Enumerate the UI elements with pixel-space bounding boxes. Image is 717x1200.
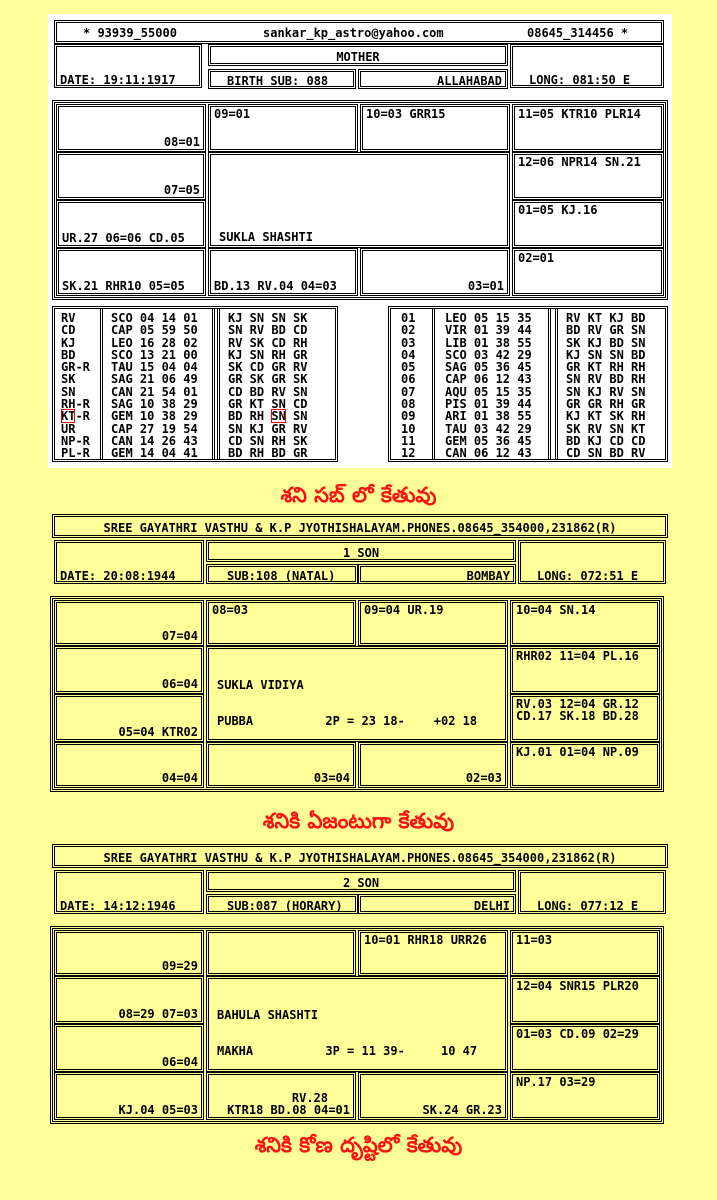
cusp-number-9: 09 [401, 409, 416, 424]
cusp-lords-11: BD KJ CD CD [566, 433, 646, 448]
planets-table [52, 306, 338, 462]
phone-right: 08645_314456 * [527, 26, 629, 40]
planet-lords-8: GR KT SN CD [228, 397, 308, 412]
house-text: 09=01 [214, 107, 251, 121]
house-r2c4 [510, 646, 660, 694]
house-r4c1 [56, 248, 206, 296]
cusp-lords-2: BD RV GR SN [566, 323, 646, 338]
house-text: 08=03 [212, 603, 249, 617]
cusp-number-3: 03 [401, 335, 416, 350]
sub-box [206, 894, 358, 914]
caption-1: శని సబ్ లో కేతువు [280, 483, 437, 507]
planet-position-12: GEM 14 04 41 [111, 446, 198, 461]
house-r3c1 [56, 200, 206, 248]
date-label: DATE: 19:11:1917 [60, 73, 176, 87]
house-r3c4 [510, 694, 660, 742]
house-r3c4 [510, 1024, 660, 1072]
house-text: RV.03 12=04 GR.12 CD.17 SK.18 BD.28 [516, 697, 639, 723]
planet-lords-col [217, 309, 333, 459]
cusp-number-6: 06 [401, 372, 416, 387]
date-label: DATE: 20:08:1944 [60, 569, 176, 583]
house-text: 10=03 GRR15 [366, 107, 446, 121]
planet-name-5: GR-R [61, 360, 90, 375]
house-text: 09=29 [161, 959, 198, 973]
chart-3-panel [48, 842, 672, 1126]
nakshatra-text: PUBBA 2P = 23 18- +02 18 [217, 714, 478, 728]
planet-lords-11: CD SN RH SK [228, 433, 308, 448]
house-r4c2 [206, 742, 356, 788]
planet-positions-col [103, 309, 215, 459]
house-r1c2 [208, 104, 358, 152]
email: sankar_kp_astro@yahoo.com [263, 26, 444, 40]
title-text: 1_SON [342, 546, 380, 560]
house-r2c1 [56, 152, 206, 200]
birth-time-box [54, 44, 202, 88]
birth-time-box [54, 870, 204, 914]
planet-position-8: SAG 10 38 29 [111, 397, 198, 412]
planet-name-7: SN [61, 384, 76, 399]
house-text: 01=05 KJ.16 [518, 203, 598, 217]
cusp-position-1: LEO 05 15 35 [445, 311, 532, 325]
place-box [358, 894, 516, 914]
place-text: DELHI [473, 899, 510, 913]
house-r4c2 [206, 1072, 356, 1120]
house-text: 03=01 [467, 279, 504, 293]
chart-2-panel [48, 512, 672, 794]
house-text: 06=04 [161, 677, 198, 691]
house-r4c2 [208, 248, 358, 296]
house-r1c3 [358, 600, 508, 646]
birth-sub-box [208, 69, 356, 89]
rasi-center [206, 976, 508, 1072]
house-r4c4 [510, 742, 660, 788]
house-text: 08=29 07=03 [118, 1007, 198, 1021]
planet-lords-6: GR SK GR SK [228, 372, 308, 387]
cusp-lords-6: SN RV BD RH [566, 372, 646, 387]
planet-name-9: KT-R [61, 409, 90, 424]
house-r1c1 [56, 104, 206, 152]
house-r1c2 [206, 600, 356, 646]
cusp-number-1: 01 [401, 311, 416, 325]
house-text: 10=04 SN.14 [516, 603, 596, 617]
house-r3c1 [54, 694, 204, 742]
house-r4c1 [54, 1072, 204, 1120]
long-label: LONG: 077:12 E [537, 899, 639, 913]
coords-box [518, 870, 666, 914]
house-text: BD.13 RV.04 04=03 [214, 279, 337, 293]
cusp-position-11: GEM 05 36 45 [445, 433, 532, 448]
house-r2c4 [512, 152, 664, 200]
house-r1c2 [206, 930, 356, 976]
title-text: MOTHER [336, 50, 380, 64]
rasi-center [208, 152, 510, 248]
house-r4c3 [358, 1072, 508, 1120]
house-r4c4 [512, 248, 664, 296]
cusp-lords-8: GR GR RH GR [566, 397, 646, 412]
house-text: 07=04 [161, 629, 198, 643]
house-r4c4 [510, 1072, 660, 1120]
nakshatra-text: MAKHA 3P = 11 39- 10 47 [217, 1044, 478, 1058]
planet-name-2: CD [61, 323, 76, 338]
house-text: KJ.01 01=04 NP.09 [516, 745, 639, 759]
planet-name-8: RH-R [61, 397, 90, 412]
cusp-lords-col [555, 309, 665, 459]
cusp-position-8: PIS 01 39 44 [445, 397, 532, 412]
house-text: 10=01 RHR18 URR26 [364, 933, 487, 947]
house-text: 05=04 KTR02 [118, 725, 198, 739]
house-text: 12=06 NPR14 SN.21 [518, 155, 641, 169]
house-text: 03=04 [313, 771, 350, 785]
house-r4c3 [358, 742, 508, 788]
cusps-table [388, 306, 668, 462]
cusp-number-12: 12 [401, 446, 416, 461]
planet-lords-7: CD BD RV SN [228, 384, 308, 399]
house-r1c4 [510, 600, 660, 646]
house-r2c1 [54, 646, 204, 694]
place-box [358, 69, 508, 89]
birth-time-box [54, 540, 204, 584]
house-text: SK.24 GR.23 [422, 1103, 502, 1117]
house-text: 11=05 KTR10 PLR14 [518, 107, 641, 121]
house-r1c4 [510, 930, 660, 976]
planet-name-1: RV [61, 311, 76, 325]
sub-text: BIRTH SUB: 088 [227, 74, 329, 88]
house-text: 08=01 [163, 135, 200, 149]
cusp-number-11: 11 [401, 433, 416, 448]
header-text: SREE GAYATHRI VASTHU & K.P JYOTHISHALAYAM.PHONES.08645_354000,231862(R) [103, 851, 617, 865]
header-text: SREE GAYATHRI VASTHU & K.P JYOTHISHALAYAM.PHONES.08645_354000,231862(R) [103, 521, 617, 535]
phone-left: * 93939_55000 [83, 26, 177, 40]
planet-position-4: SCO 13 21 00 [111, 347, 198, 362]
chart-title [208, 44, 508, 66]
planet-name-12: PL-R [61, 446, 90, 461]
house-text: SK.21 RHR10 05=05 [62, 279, 185, 293]
long-label: LONG: 072:51 E [537, 569, 639, 583]
house-text: 07=05 [163, 183, 200, 197]
rasi-center [206, 646, 508, 742]
house-r2c4 [510, 976, 660, 1024]
caption-3: శనికి కోణ దృష్టిలో కేతువు [254, 1133, 463, 1157]
house-text: 06=04 [161, 1055, 198, 1069]
cusp-numbers-col [391, 309, 435, 459]
house-r1c3 [360, 104, 510, 152]
sub-box [206, 564, 358, 584]
house-r3c4 [512, 200, 664, 248]
cusp-position-9: ARI 01 38 55 [445, 409, 532, 424]
planet-name-10: UR [61, 421, 76, 436]
chart-title [206, 870, 516, 892]
house-r4c1 [54, 742, 204, 788]
house-r1c3 [358, 930, 508, 976]
house-text: RHR02 11=04 PL.16 [516, 649, 639, 663]
planet-name-6: SK [61, 372, 76, 387]
cusp-number-4: 04 [401, 347, 416, 362]
house-text: RV.28 [291, 1091, 328, 1105]
planet-lords-4: KJ SN RH GR [228, 347, 308, 362]
planet-name-3: KJ [61, 335, 76, 350]
planet-lords-2: SN RV BD CD [228, 323, 308, 338]
planet-position-10: CAP 27 19 54 [111, 421, 198, 436]
house-text: 02=03 [465, 771, 502, 785]
planet-position-3: LEO 16 28 02 [111, 335, 198, 350]
cusp-position-4: SCO 03 42 29 [445, 347, 532, 362]
tithi-text: SUKLA SHASHTI [219, 230, 313, 244]
place-text: ALLAHABAD [436, 74, 502, 88]
cusp-lords-10: SK RV SN KT [566, 421, 646, 436]
planet-lords-3: RV SK CD RH [228, 335, 308, 350]
planet-name-11: NP-R [61, 433, 90, 448]
planet-lords-5: SK CD GR RV [228, 360, 308, 375]
title-text: 2_SON [342, 876, 380, 890]
planet-position-2: CAP 05 59 50 [111, 323, 198, 338]
cusp-number-8: 08 [401, 397, 416, 412]
house-r1c4 [512, 104, 664, 152]
planet-position-1: SCO 04 14 01 [111, 311, 198, 325]
cusp-lords-1: RV KT KJ BD [566, 311, 646, 325]
cusp-lords-7: SN KJ RV SN [566, 384, 646, 399]
header-bar [52, 514, 668, 538]
cusp-position-5: SAG 05 36 45 [445, 360, 532, 375]
place-box [358, 564, 516, 584]
house-r1c1 [54, 600, 204, 646]
cusp-lords-9: KJ KT SK RH [566, 409, 646, 424]
caption-2: శనికి ఏజంటుగా కేతువు [262, 809, 455, 833]
cusp-position-10: TAU 03 42 29 [445, 421, 532, 436]
cusp-position-2: VIR 01 39 44 [445, 323, 532, 338]
planet-lords-10: SN KJ GR RV [228, 421, 308, 436]
planet-position-11: CAN 14 26 43 [111, 433, 198, 448]
house-text: 04=04 [161, 771, 198, 785]
long-label: LONG: 081:50 E [529, 73, 631, 87]
tithi-text: BAHULA SHASHTI [217, 1008, 319, 1022]
tithi-text: SUKLA VIDIYA [217, 678, 304, 692]
planet-lords-1: KJ SN SN SK [228, 311, 308, 325]
coords-box [518, 540, 666, 584]
cusp-positions-col [435, 309, 551, 459]
cusp-lords-12: CD SN BD RV [566, 446, 646, 461]
planet-position-9: GEM 10 38 29 [111, 409, 198, 424]
cusp-position-3: LIB 01 38 55 [445, 335, 532, 350]
coords-box [510, 44, 664, 88]
house-text: KJ.04 05=03 [118, 1103, 198, 1117]
planet-position-6: SAG 21 06 49 [111, 372, 198, 387]
house-r4c3 [360, 248, 510, 296]
house-text: KTR18 BD.08 04=01 [227, 1103, 350, 1117]
house-text: 11=03 [516, 933, 553, 947]
cusp-position-6: CAP 06 12 43 [445, 372, 532, 387]
date-label: DATE: 14:12:1946 [60, 899, 176, 913]
planet-names-col [55, 309, 103, 459]
house-r3c1 [54, 1024, 204, 1072]
cusp-number-10: 10 [401, 421, 416, 436]
house-r1c1 [54, 930, 204, 976]
header-bar [54, 20, 664, 44]
cusp-number-2: 02 [401, 323, 416, 338]
house-text: UR.27 06=06 CD.05 [62, 231, 185, 245]
header-bar [52, 844, 668, 868]
chart-title [206, 540, 516, 562]
planet-lords-12: BD RH BD GR [228, 446, 308, 461]
planet-position-7: CAN 21 54 01 [111, 384, 198, 399]
house-text: NP.17 03=29 [516, 1075, 596, 1089]
house-text: 09=04 UR.19 [364, 603, 444, 617]
cusp-lords-3: SK KJ BD SN [566, 335, 646, 350]
cusp-position-12: CAN 06 12 43 [445, 446, 532, 461]
house-text: 01=03 CD.09 02=29 [516, 1027, 639, 1041]
house-text: 12=04 SNR15 PLR20 [516, 979, 639, 993]
sub-text: SUB:087 (HORARY) [227, 899, 343, 913]
planet-position-5: TAU 15 04 04 [111, 360, 198, 375]
sub-text: SUB:108 (NATAL) [227, 569, 336, 583]
chart-1-panel [48, 14, 672, 468]
planet-name-4: BD [61, 347, 76, 362]
cusp-number-7: 07 [401, 384, 416, 399]
cusp-number-5: 05 [401, 360, 416, 375]
cusp-position-7: AQU 05 15 35 [445, 384, 532, 399]
house-text: 02=01 [518, 251, 555, 265]
cusp-lords-5: GR KT RH RH [566, 360, 646, 375]
house-r2c1 [54, 976, 204, 1024]
cusp-lords-4: KJ SN SN BD [566, 347, 646, 362]
planet-lords-9: BD RH SN SN [228, 409, 308, 424]
place-text: BOMBAY [466, 569, 510, 583]
